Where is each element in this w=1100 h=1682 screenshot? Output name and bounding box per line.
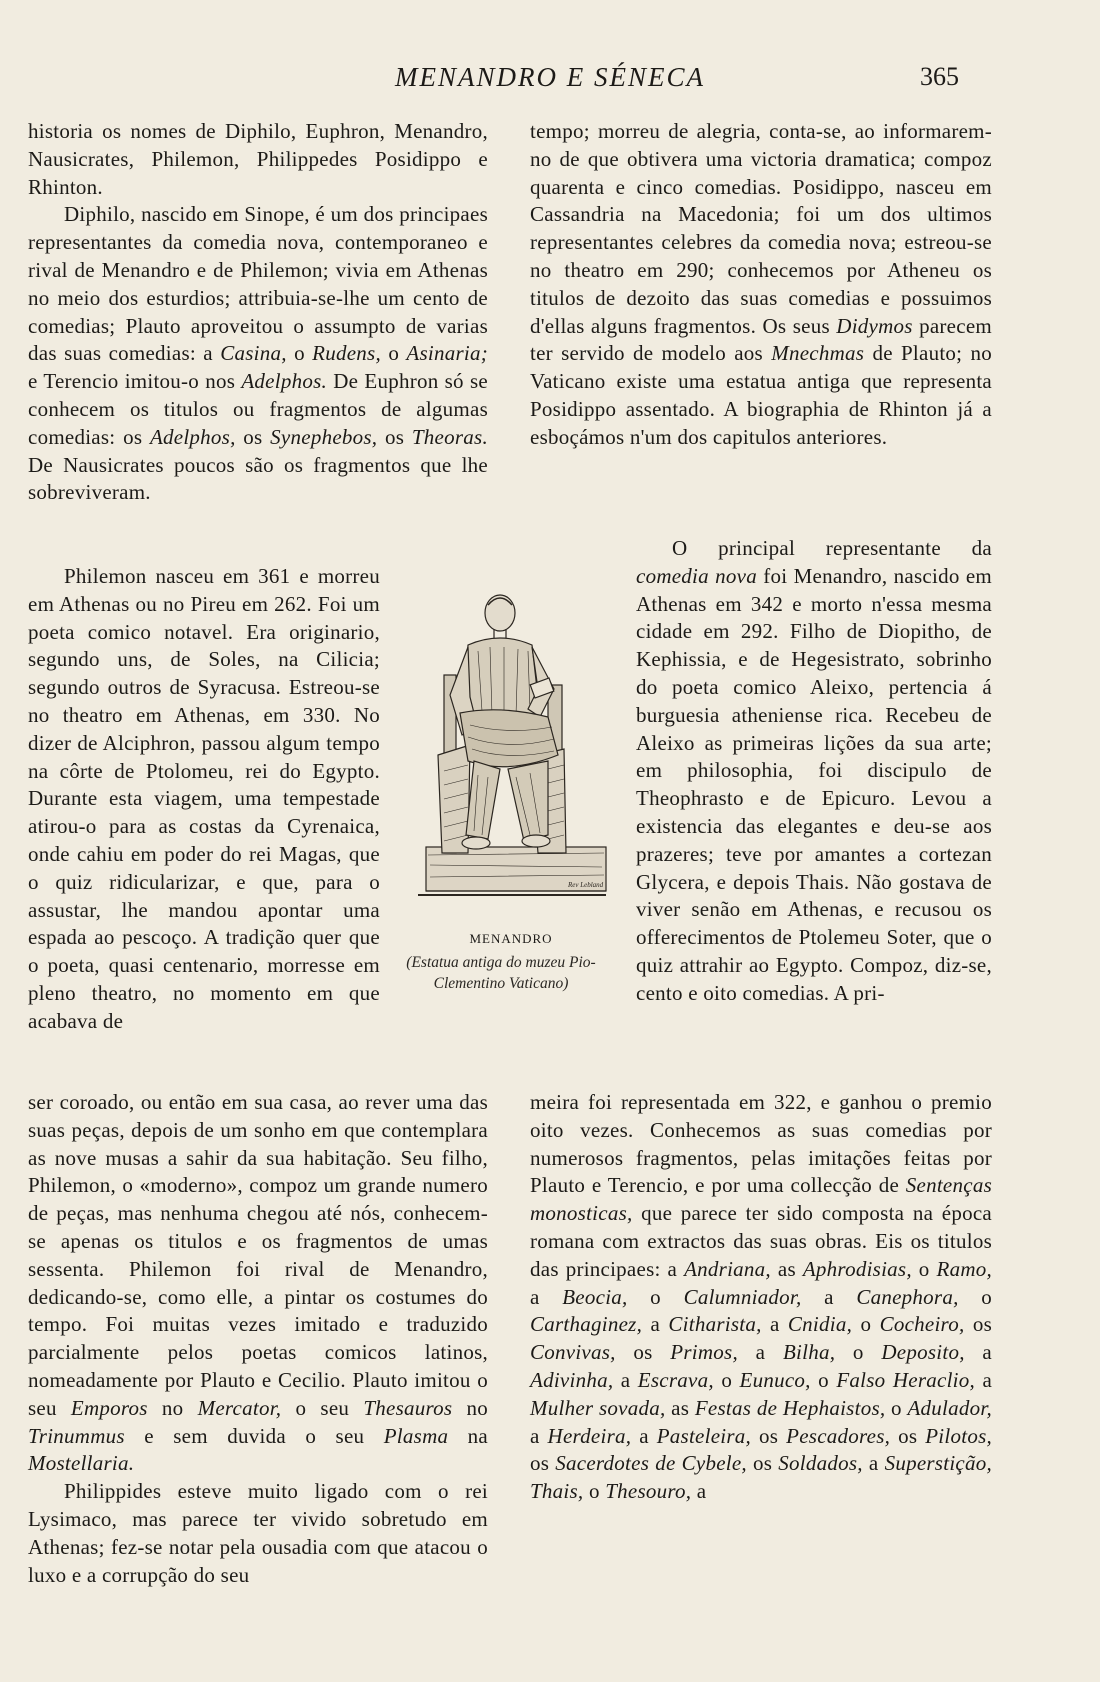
right-column-bottom [530, 1089, 992, 1506]
statue-illustration [408, 585, 614, 915]
seated-statue-icon [408, 585, 614, 915]
page-number: 365 [920, 62, 959, 91]
right-column-narrow [636, 535, 992, 1008]
figure-caption-title: MENANDRO [469, 931, 553, 946]
engraver-signature: Rev Lebland [568, 881, 604, 889]
running-header-title: MENANDRO E SÉNECA [395, 62, 705, 92]
paragraph-philippides: Philippides esteve muito ligado com o rei Lysimaco, mas parece ter vivido sobretudo em Athenas; fez-se notar pela ousadia com que atacou o luxo e a corrupção do seu [28, 1479, 488, 1587]
paragraph-menandro-continued: meira foi representada em 322, e ganhou o premio oito vezes. Conhecemos as suas comedias por numerosos fragmentos, pelas imitações feitas por Plauto e Terencio, e por uma collecção de Sentenças monosticas, que parece ter sido composta na época romana com extractos das suas obras. Eis os titulos das principaes: a Andriana, as Aphrodisias, o Ramo, a Beocia, o Calumniador, a Canephora, o Carthaginez, a Citharista, a Cnidia, o Cocheiro, os Convivas, os Primos, a Bilha, o Deposito, a Adivinha, a Escrava, o Eunuco, o Falso Heraclio, a Mulher sovada, as Festas de Hephaistos, o Adulador, a Herdeira, a Pasteleira, os Pescadores, os Pilotos, os Sacerdotes de Cybele, os Soldados, a Superstição, Thais, o Thesouro, a [530, 1090, 993, 1504]
paragraph-philemon-continued: ser coroado, ou então em sua casa, ao rever uma das suas peças, depois de um sonho em que contemplara as nove musas a sahir da sua habitação. Seu filho, Philemon, o «moderno», compoz um grande numero de peças, mas nenhuma chegou até nós, conhecem-se apenas os titulos e os fragmentos de umas sessenta. Philemon foi rival de Menandro, dedicando-se, como elle, a pintar os costumes do tempo. Foi muitas vezes imitado e traduzido parcialmente pelos poetas comicos latinos, nomeadamente por Plauto e Cecilio. Plauto imitou o seu Emporos no Mercator, o seu Thesauros no Trinummus e sem duvida o seu Plasma na Mostellaria. [28, 1090, 489, 1476]
figure-caption-text: (Estatua antiga do muzeu Pio-Clementino Vaticano) [406, 954, 596, 992]
paragraph-posidippo: tempo; morreu de alegria, conta-se, ao informarem-no de que obtivera uma victoria dramatica; compoz quarenta e cinco comedias. Posidippo, nasceu em Cassandria na Macedonia; foi um dos ultimos representantes celebres da comedia nova; estreou-se no theatro em 290; conhecemos por Atheneu os titulos de dezoito das suas comedias e possuimos d'ellas alguns fragmentos. Os seus Didymos parecem ter servido de modelo aos Mnechmas de Plauto; no Vaticano existe uma estatua antiga que representa Posidippo assentado. A biographia de Rhinton já a esboçámos n'um dos capitulos anteriores. [530, 119, 992, 449]
paragraph-diphilo: Diphilo, nascido em Sinope, é um dos principaes representantes da comedia nova, contemporaneo e rival de Menandro e de Philemon; vivia em Athenas no meio dos esturdios; attribuia-se-lhe um cento de comedias; Plauto aproveitou o assumpto de varias das suas comedias: a Casina, o Rudens, o Asinaria; e Terencio imitou-o nos Adelphos. De Euphron só se conhecem os titulos ou fragmentos de algumas comedias: os Adelphos, os Synephebos, os Theoras. De Nausicrates poucos são os fragmentos que lhe sobreviveram. [28, 202, 488, 505]
left-column-narrow [28, 563, 380, 1036]
paragraph-philemon: Philemon nasceu em 361 e morreu em Athenas ou no Pireu em 262. Foi um poeta comico notavel. Era originario, segundo uns, de Soles, na Cilicia; segundo outros de Syracusa. Estreou-se no theatro em Athenas, em 330. No dizer de Alciphron, passou algum tempo na côrte de Ptolomeu, rei do Egypto. Durante esta viagem, uma tempestade atirou-o para as costas da Cyrenaica, onde cahiu em poder do rei Magas, que o quiz ridicularizar, e que, para o assustar, lhe mandou apontar uma espada ao pescoço. A tradição quer que o poeta, quasi centenario, morresse em pleno theatro, no momento em que acabava de [28, 564, 380, 1033]
left-column-top [28, 118, 488, 507]
right-column-top [530, 118, 992, 452]
paragraph-menandro: O principal representante da comedia nova foi Menandro, nascido em Athenas em 342 e morto n'essa mesma cidade em 292. Filho de Diopitho, de Kephissia, e de Hegesistrato, sobrinho do poeta comico Aleixo, pertencia á burguesia atheniense rica. Recebeu de Aleixo as primeiras lições da sua arte; em philosophia, foi discipulo de Theophrasto e de Epicuro. Levou a existencia das elegantes e deu-se aos prazeres; teve por amantes a cortezan Glycera, e depois Thais. Não gostava de viver senão em Athenas, e recusou os offerecimentos de Ptolemeu Soter, que o quiz attrahir ao Egypto. Compoz, diz-se, cento e oito comedias. A pri- [636, 536, 992, 1005]
left-column-bottom [28, 1089, 488, 1589]
paragraph: historia os nomes de Diphilo, Euphron, Menandro, Nausicrates, Philemon, Philippedes Posidippo e Rhinton. [28, 119, 488, 199]
